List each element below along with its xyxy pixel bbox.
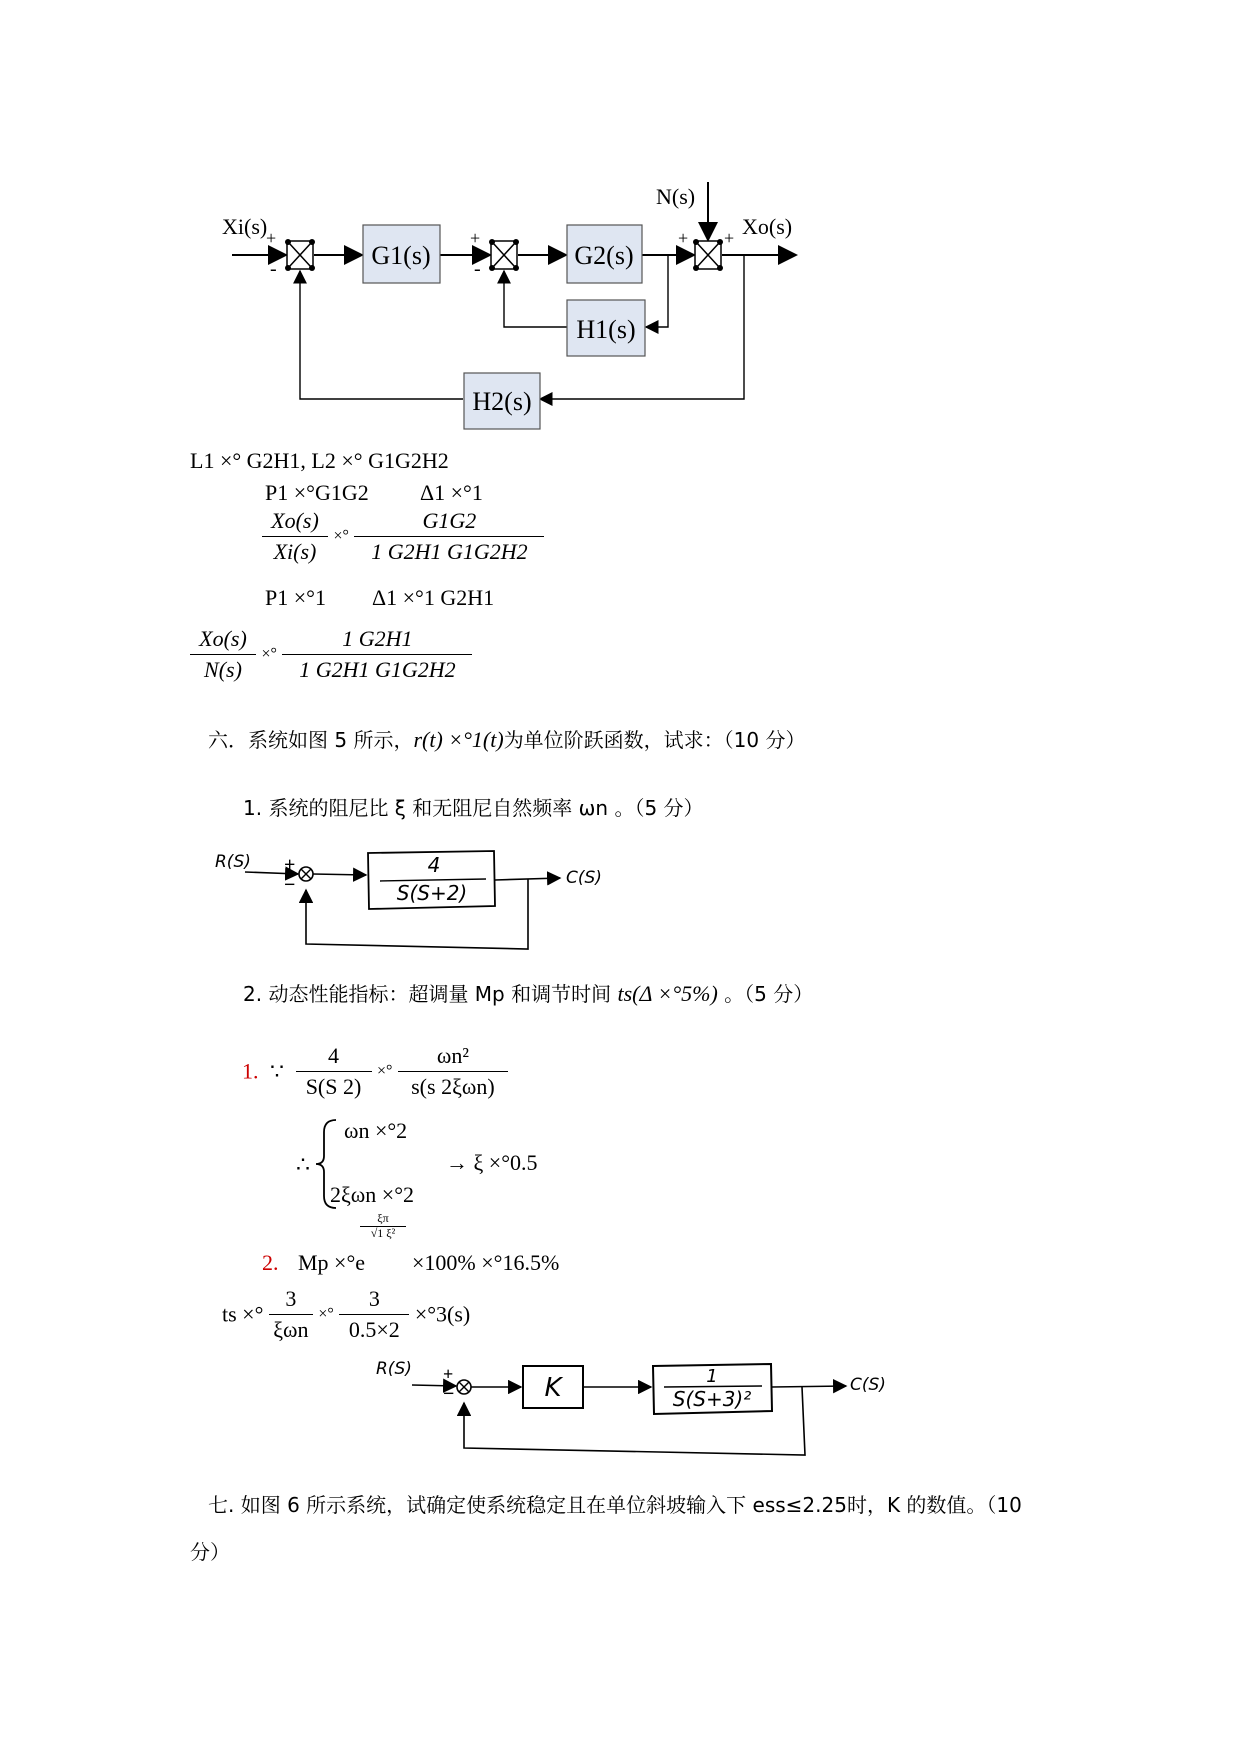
- ts-right: ×°3(s): [414, 1301, 471, 1327]
- block-h2-label: H2(s): [472, 387, 532, 416]
- s1-left-den: S(S 2): [305, 1074, 362, 1099]
- q6-item2-post: 。（5 分）: [717, 982, 814, 1006]
- ts-f1-num: 3: [269, 1286, 313, 1315]
- sol6-step1: [242, 1043, 508, 1100]
- tf1-left-num: Xo(s): [262, 508, 328, 537]
- q6-title-post: 为单位阶跃函数，试求：（10 分）: [503, 728, 806, 752]
- delta2-line: Δ1 ×°1 G2H1: [372, 585, 495, 610]
- ts-eq: ×°: [318, 1305, 334, 1323]
- block-g1-label: G1(s): [371, 241, 431, 270]
- tf2-num: 1 G2H1: [282, 626, 472, 655]
- q7-line1: 七. 如图 6 所示系统，试确定使系统稳定且在单位斜坡输入下 ess≤2.25时，K 的数值。（10: [208, 1493, 1022, 1517]
- delta1-line: Δ1 ×°1: [420, 480, 483, 505]
- block-g2-label: G2(s): [574, 241, 634, 270]
- ts-f2-den: 0.5×2: [348, 1317, 400, 1342]
- s1-left-num: 4: [296, 1043, 372, 1072]
- q6-item1: 1. 系统的阻尼比 ξ 和无阻尼自然频率 ωn 。（5 分）: [243, 796, 704, 820]
- fig5-plus: +: [284, 854, 296, 876]
- q6-title-pre: 六．系统如图 5 所示，: [208, 728, 414, 752]
- q6-title: [208, 724, 806, 753]
- tf1-left-den: Xi(s): [273, 539, 317, 564]
- fig5-output: C(S): [566, 868, 602, 888]
- mp-exponent: [360, 1212, 406, 1240]
- ts-f2-num: 3: [339, 1286, 409, 1315]
- fig6-minus: −: [443, 1383, 455, 1405]
- loops-line: L1 ×° G2H1, L2 ×° G1G2H2: [190, 448, 449, 473]
- path1-line: P1 ×°G1G2: [265, 480, 369, 505]
- wn-equation: ωn ×°2: [344, 1118, 408, 1143]
- therefore-symbol: ∴: [296, 1152, 310, 1177]
- fig5-tf-den: S(S+2): [396, 881, 468, 905]
- tf1-eq: ×°: [333, 527, 349, 545]
- tf2-left-den: N(s): [204, 657, 242, 682]
- sign-minus-2: -: [474, 258, 481, 280]
- fig6-tf-den: S(S+3)²: [672, 1387, 752, 1411]
- s1-right-den: s(s 2ξωn): [411, 1074, 495, 1099]
- sol6-step2-label: 2.: [262, 1250, 279, 1275]
- tf-xo-xi: [262, 508, 544, 565]
- tf-xo-n: [190, 626, 472, 683]
- path2-line: P1 ×°1: [265, 585, 326, 610]
- q7-line2: 分）: [190, 1540, 230, 1564]
- ts-equation: [222, 1286, 470, 1343]
- fig6-k-label: K: [544, 1373, 562, 1403]
- fig6-output: C(S): [850, 1375, 886, 1395]
- q6-title-math: r(t) ×°1(t): [413, 727, 504, 752]
- disturbance-label: N(s): [656, 184, 696, 209]
- sign-plus-4: +: [724, 228, 735, 248]
- fig5-minus: −: [284, 874, 296, 896]
- mp-exp-den: √1 ξ²: [370, 1226, 396, 1241]
- zwn-equation: 2ξωn ×°2: [330, 1182, 414, 1207]
- tf2-den: 1 G2H1 G1G2H2: [299, 657, 456, 682]
- s1-right-num: ωn²: [398, 1043, 508, 1072]
- s1-eq: ×°: [377, 1062, 393, 1080]
- fig5-tf-num: 4: [427, 853, 441, 877]
- ts-left: ts ×°: [222, 1301, 264, 1327]
- fig5-input: R(S): [215, 852, 251, 872]
- ts-f1-den: ξωn: [273, 1317, 309, 1342]
- block-diagram-1: [0, 0, 1241, 460]
- tf2-eq: ×°: [261, 645, 277, 663]
- mp-exp-num: ξπ: [360, 1212, 406, 1227]
- fig6-input: R(S): [376, 1359, 412, 1379]
- sol6-step1-label: 1.: [242, 1058, 259, 1084]
- summing-junction-1: [285, 239, 315, 271]
- tf1-num: G1G2: [354, 508, 544, 537]
- figure-6: [0, 1340, 1241, 1470]
- mp-right: ×100% ×°16.5%: [412, 1250, 560, 1275]
- q6-item2-math: ts(Δ ×°5%): [617, 981, 718, 1006]
- output-label: Xo(s): [742, 214, 793, 239]
- fig6-tf-num: 1: [706, 1366, 718, 1387]
- sign-plus-1: +: [266, 228, 277, 248]
- q6-item2: [243, 978, 813, 1007]
- input-label: Xi(s): [222, 214, 268, 239]
- sign-minus-1: -: [270, 258, 277, 280]
- q6-item2-pre: 2. 动态性能指标：超调量 Mp 和调节时间: [243, 982, 618, 1006]
- tf2-left-num: Xo(s): [190, 626, 256, 655]
- because-symbol: ∵: [270, 1058, 284, 1084]
- mp-left: Mp ×°e: [298, 1250, 366, 1275]
- block-h1-label: H1(s): [576, 315, 636, 344]
- figure-5: [0, 840, 1241, 960]
- sign-plus-3: +: [678, 228, 689, 248]
- summing-junction-3: [693, 239, 723, 271]
- sign-plus-2: +: [470, 228, 481, 248]
- xi-result: → ξ ×°0.5: [446, 1150, 538, 1175]
- summing-junction-2: [489, 239, 519, 271]
- fig6-plus: +: [443, 1364, 454, 1384]
- tf1-den: 1 G2H1 G1G2H2: [371, 539, 528, 564]
